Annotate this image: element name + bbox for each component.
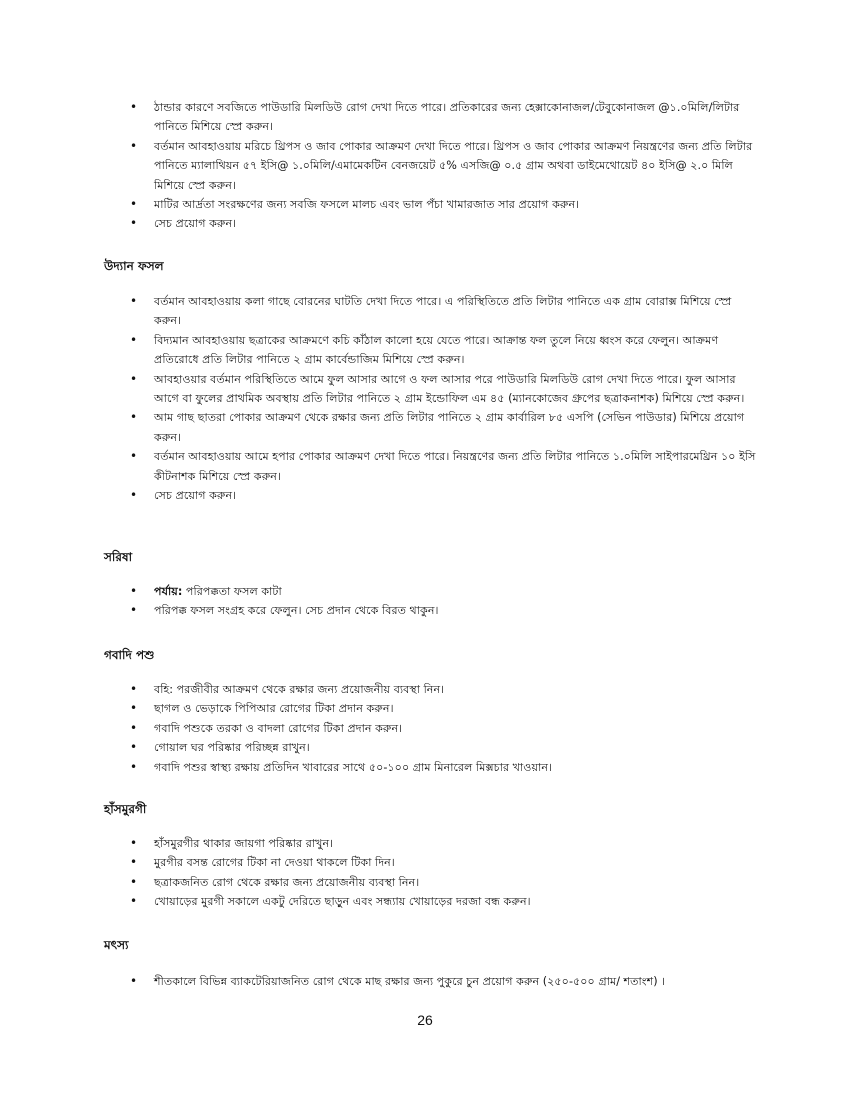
- list-item: • মাটির আর্দ্রতা সংরক্ষণের জন্য সবজি ফসলে মালচ এবং ভাল পঁচা খামারজাত সার প্রয়োগ করুন।: [0, 195, 759, 214]
- bullet-icon: •: [130, 701, 138, 716]
- list-item: • বর্তমান আবহাওয়ায় মরিচে থ্রিপস ও জাব পোকার আক্রমণ দেখা দিতে পারে। থ্রিপস ও জাব পোকার আক্রমণ নিয়ন্ত্রণের জন্য প্রতি লিটার পানিতে ম্যালাথিয়ন ৫৭ ইসি@ ১.০মিলি/এমামেকটিন বেনজয়েট ৫% এসজি@ ০.৫ গ্রাম অথবা ডাইমেথোয়েট ৪০ ইসি@ ২.০ মিলি মিশিয়ে স্প্রে করুন।: [130, 138, 753, 192]
- page-number: 26: [417, 1012, 433, 1028]
- bullet-icon: •: [130, 974, 138, 988]
- list-item: • ছত্রাকজনিত রোগ থেকে রক্ষার জন্য প্রয়োজনীয় ব্যবস্থা নিন।: [0, 873, 759, 892]
- list-item: • গোয়াল ঘর পরিষ্কার পরিচ্ছন্ন রাখুন।: [0, 738, 759, 757]
- list-item: • শীতকালে বিভিন্ন ব্যাকটেরিয়াজনিত রোগ থেকে মাছ রক্ষার জন্য পুকুরে চুন প্রয়োগ করুন (২৫০-৫০০ গ্রাম/ শতাংশ) ।: [0, 972, 759, 991]
- list-item: • মুরগীর বসন্ত রোগের টিকা না দেওয়া থাকলে টিকা দিন।: [0, 853, 759, 872]
- bullet-icon: •: [130, 836, 138, 850]
- bullet-icon: •: [130, 410, 138, 425]
- bullet-icon: •: [130, 216, 138, 231]
- bullet-icon: •: [130, 855, 138, 870]
- livestock-advice-list: [0, 680, 850, 777]
- bullet-icon: •: [130, 197, 138, 212]
- bullet-icon: •: [130, 894, 138, 909]
- list-item: • পরিপক্ক ফসল সংগ্রহ করে ফেলুন। সেচ প্রদান থেকে বিরত থাকুন।: [0, 601, 759, 620]
- stage-label: পর্যায়:: [154, 585, 183, 598]
- section-heading-fisheries: মৎস্য: [104, 938, 129, 952]
- section-heading-horticulture: উদ্যান ফসল: [104, 259, 164, 273]
- vegetable-advice-list: [0, 98, 850, 234]
- list-item: • আবহাওয়ার বর্তমান পরিস্থিতিতে আমে ফুল আসার আগে ও ফল আসার পরে পাউডারি মিলডিউ রোগ দেখা দিতে পারে। ফুল আসার আগে বা ফুলের প্রাথমিক অবস্থায় প্রতি লিটার পানিতে ২ গ্রাম ইন্ডোফিল এম ৪৫ (ম্যানকোজেব গ্রুপের ছত্রাকনাশক) মিশিয়ে স্প্রে করুন।: [130, 371, 745, 406]
- list-item: • হাঁসমুরগীর থাকার জায়গা পরিষ্কার রাখুন।: [0, 834, 759, 853]
- list-item: • বিদ্যমান আবহাওয়ায় ছত্রাকের আক্রমণে কচি কাঁঠাল কালো হয়ে যেতে পারে। আক্রান্ত ফল তুলে নিয়ে ধ্বংস করে ফেলুন। আক্রমণ প্রতিরোধে প্রতি লিটার পানিতে ২ গ্রাম কার্বেন্ডাজিম মিশিয়ে স্প্রে করুন।: [130, 332, 719, 367]
- list-item: • গবাদি পশুকে তরকা ও বাদলা রোগের টিকা প্রদান করুন।: [0, 719, 759, 738]
- bullet-icon: •: [130, 682, 138, 696]
- fisheries-advice-list: [0, 972, 850, 991]
- list-item: • বর্তমান আবহাওয়ায় কলা গাছে বোরনের ঘাটতি দেখা দিতে পারে। এ পরিস্থিতিতে প্রতি লিটার পানিতে এক গ্রাম বোরাক্স মিশিয়ে স্প্রে করুন।: [130, 294, 732, 328]
- bullet-icon: •: [130, 371, 138, 386]
- section-heading-mustard: সরিষা: [104, 550, 133, 564]
- list-item: • খোয়াড়ের মুরগী সকালে একটু দেরিতে ছাড়ুন এবং সন্ধ্যায় খোয়াড়ের দরজা বন্ধ করুন।: [0, 892, 759, 911]
- list-item: • বর্তমান আবহাওয়ায় আমে হপার পোকার আক্রমণ দেখা দিতে পারে। নিয়ন্ত্রণের জন্য প্রতি লিটার পানিতে ১.০মিলি সাইপারমেথ্রিন ১০ ইসি কীটনাশক মিশিয়ে স্প্রে করুন।: [130, 449, 756, 483]
- list-item: • ঠান্ডার কারণে সবজিতে পাউডারি মিলডিউ রোগ দেখা দিতে পারে। প্রতিকারের জন্য হেক্সাকোনাজল/টেবুকোনাজল @১.০মিলি/লিটার পানিতে মিশিয়ে স্প্রে করুন।: [130, 100, 740, 134]
- list-item: • সেচ প্রয়োগ করুন।: [0, 214, 759, 233]
- bullet-icon: •: [130, 138, 138, 153]
- list-item: • সেচ প্রয়োগ করুন।: [0, 486, 759, 505]
- horticulture-advice-list: [0, 292, 850, 505]
- list-item-stage: [0, 582, 759, 601]
- poultry-advice-list: [0, 834, 850, 912]
- bullet-icon: •: [130, 449, 138, 464]
- list-item: • আম গাছ ছাতরা পোকার আক্রমণ থেকে রক্ষার জন্য প্রতি লিটার পানিতে ২ গ্রাম কার্বারিল ৮৫ এসপি (সেভিন পাউডার) মিশিয়ে প্রয়োগ করুন।: [130, 410, 745, 444]
- bullet-icon: •: [130, 603, 138, 618]
- bullet-icon: •: [130, 720, 138, 735]
- bullet-icon: •: [130, 740, 138, 755]
- section-heading-livestock: গবাদি পশু: [104, 648, 155, 662]
- bullet-icon: •: [130, 488, 138, 503]
- bullet-icon: •: [130, 759, 138, 774]
- bullet-icon: •: [130, 332, 138, 347]
- list-item: • গবাদি পশুর স্বাস্থ্য রক্ষায় প্রতিদিন খাবারের সাথে ৫০-১০০ গ্রাম মিনারেল মিক্সচার খাওয়ান।: [0, 758, 759, 777]
- bullet-icon: •: [130, 100, 138, 114]
- stage-value: পরিপক্কতা ফসল কাটা: [182, 585, 282, 598]
- list-item: • ছাগল ও ভেড়াকে পিপিআর রোগের টিকা প্রদান করুন।: [0, 699, 759, 718]
- bullet-icon: •: [130, 874, 138, 889]
- bullet-icon: •: [130, 294, 138, 308]
- list-item: • বহি: পরজীবীর আক্রমণ থেকে রক্ষার জন্য প্রয়োজনীয় ব্যবস্থা নিন।: [0, 680, 759, 699]
- section-heading-poultry: হাঁসমুরগী: [104, 802, 147, 816]
- bullet-icon: •: [130, 584, 138, 598]
- mustard-advice-list: [0, 582, 850, 621]
